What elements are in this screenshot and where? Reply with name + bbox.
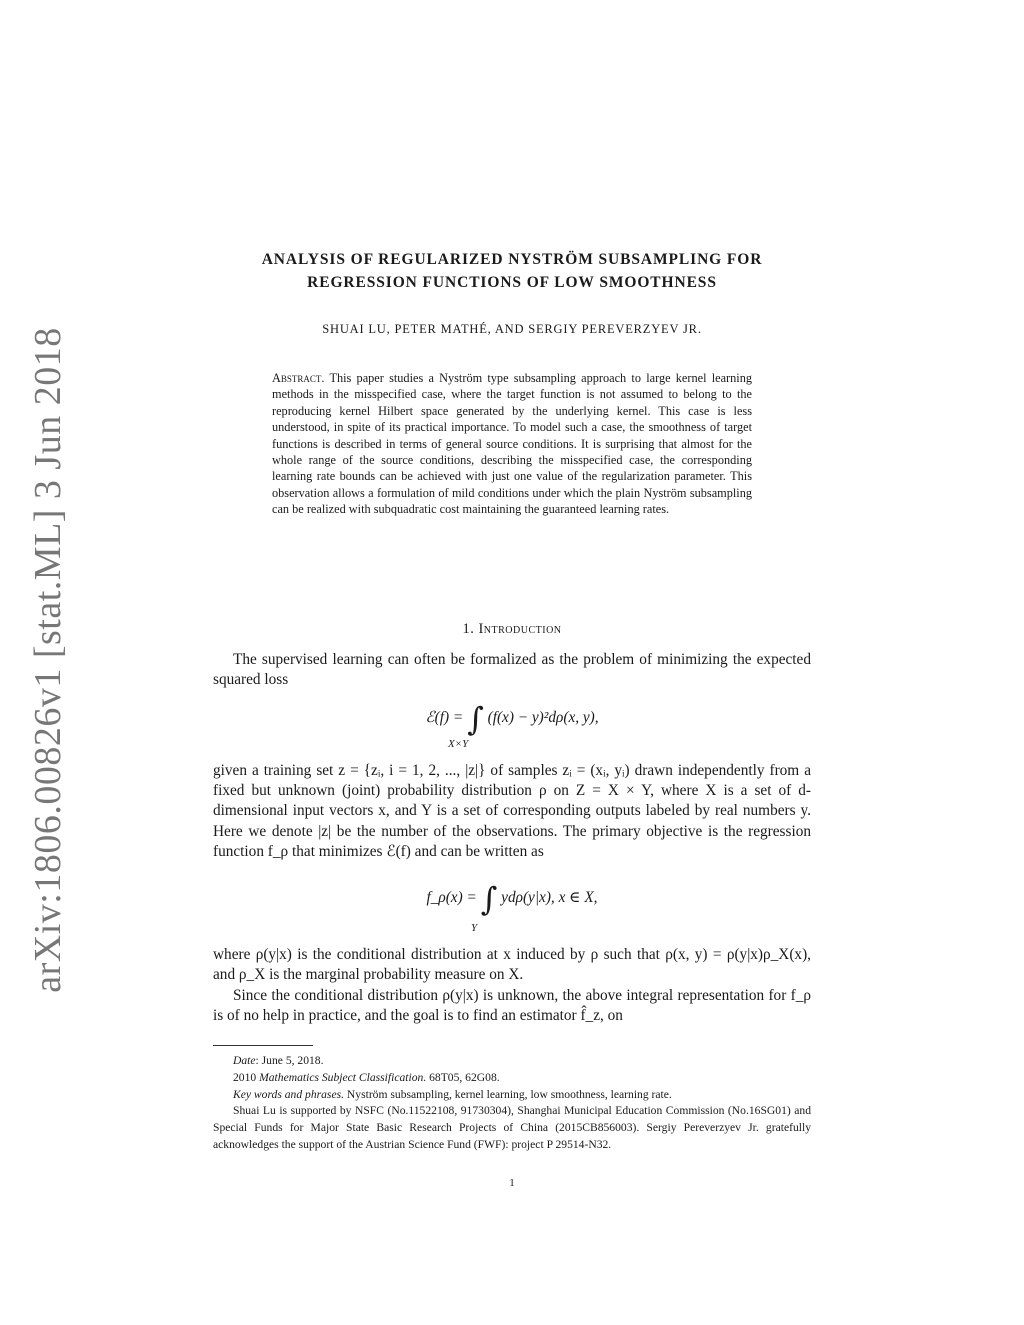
page-number: 1 [509,1177,515,1189]
paper-title [213,248,811,294]
footnote-divider [213,1045,313,1046]
footnote-support: Shuai Lu is supported by NSFC (No.11522108, 91730304), Shanghai Municipal Education Commission (No.16SG01) and Special Funds for Major State Basic Research Projects of China (2015CB856003). Sergiy Pereverzyev Jr. gratefully acknowledges the support of the Austrian Science Fund (FWF): project P 29514-N32. [213,1104,811,1151]
eq1-domain: X×Y [448,738,469,750]
paragraph-3: where ρ(y|x) is the conditional distribution at x induced by ρ such that ρ(x, y) = ρ(y|x)ρ_X(x), and ρ_X is the marginal probability measure on X. [213,946,811,984]
footnotes [213,1053,811,1154]
abstract-text: This paper studies a Nyström type subsampling approach to large kernel learning methods in the misspecified case, where the target function is not assumed to belong to the reproducing kernel Hilbert space generated by the underlying kernel. This case is less understood, in spite of its practical importance. To model such a case, the smoothness of target functions is described in terms of general source conditions. It is surprising that almost for the whole range of the source conditions, describing the misspecified case, the corresponding learning rate bounds can be achieved with just one value of the regularization parameter. This observation allows a formulation of mild conditions under which the plain Nyström subsampling can be realized with subquadratic cost maintaining the guaranteed learning rates. [272,371,752,517]
paragraph-2: given a training set z = {zᵢ, i = 1, 2, ..., |z|} of samples zᵢ = (xᵢ, yᵢ) drawn independently from a fixed but unknown (joint) probability distribution ρ on Z = X × Y, where X is a set of d-dimensional input vectors x, and Y is a set of corresponding outputs labeled by real numbers y. Here we denote |z| be the number of the observations. The primary objective is the regression function f_ρ that minimizes ℰ(f) and can be written as [213,762,811,860]
title-line-2: REGRESSION FUNCTIONS OF LOW SMOOTHNESS [307,274,717,291]
integral-sign: ∫ [480,880,498,918]
footnote-keywords: Key words and phrases. Nyström subsampling, kernel learning, low smoothness, learning rate. [233,1087,672,1101]
equation-regression-function [213,880,811,934]
title-line-1: ANALYSIS OF REGULARIZED NYSTRÖM SUBSAMPLING FOR [261,251,763,268]
footnote-msc: 2010 Mathematics Subject Classification. 68T05, 62G08. [233,1070,500,1084]
eq2-rhs: ydρ(y|x), x ∈ X, [501,889,598,906]
eq1-lhs: ℰ(f) = [425,709,464,726]
arxiv-identifier: arXiv:1806.00826v1 [stat.ML] 3 Jun 2018 [27,327,69,993]
equation-expected-loss [213,700,811,750]
eq2-lhs: f_ρ(x) = [426,889,477,906]
eq1-rhs: (f(x) − y)²dρ(x, y), [487,709,599,726]
footnote-date: Date: June 5, 2018. [233,1054,324,1067]
paragraph-1: The supervised learning can often be formalized as the problem of minimizing the expected squared loss [213,651,811,689]
integral-sign: ∫ [467,700,484,738]
eq2-domain: Y [471,922,478,934]
abstract [272,370,752,518]
section-heading-introduction: 1. Introduction [462,621,562,637]
author-list: SHUAI LU, PETER MATHÉ, AND SERGIY PEREVERZYEV JR. [322,322,702,336]
abstract-label: Abstract. [272,371,325,385]
paragraph-4: Since the conditional distribution ρ(y|x) is unknown, the above integral representation for f_ρ is of no help in practice, and the goal is to find an estimator f̂_z, on [213,987,811,1025]
